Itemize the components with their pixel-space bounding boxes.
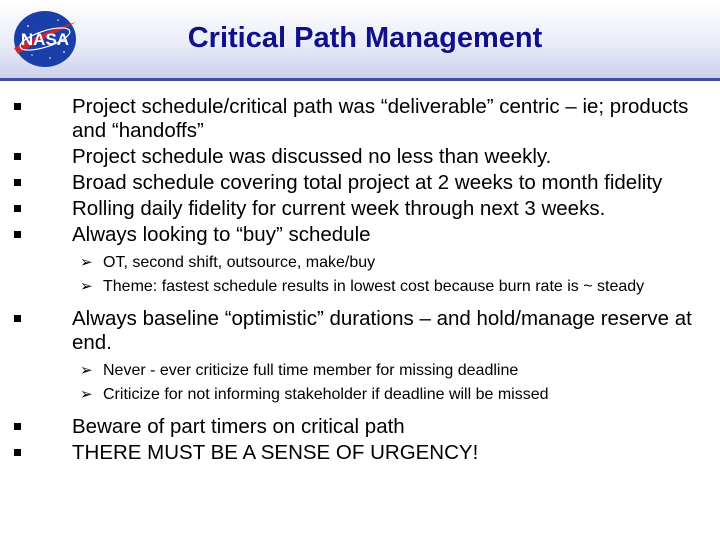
arrowhead-bullet-icon: ➢: [80, 362, 93, 379]
bullet-text: Project schedule/critical path was “deliverable” centric – ie; products and “handoffs”: [72, 95, 689, 142]
sub-bullet-text: Never - ever criticize full time member for missing deadline: [103, 362, 519, 379]
sub-bullet-item: [8, 253, 708, 273]
bullet-text: Broad schedule covering total project at 2 weeks to month fidelity: [72, 171, 663, 194]
nasa-logo-text: NASA: [20, 30, 70, 49]
square-bullet-icon: [14, 103, 21, 110]
sub-bullet-text: Theme: fastest schedule results in lowest cost because burn rate is ~ steady: [103, 278, 645, 295]
arrowhead-bullet-icon: ➢: [80, 254, 93, 271]
bullet-item: [8, 307, 708, 355]
bullet-item: [8, 95, 708, 143]
bullet-item: [8, 441, 708, 465]
square-bullet-icon: [14, 179, 21, 186]
bullet-item: [8, 415, 708, 439]
bullet-item: [8, 197, 708, 221]
square-bullet-icon: [14, 449, 21, 456]
square-bullet-icon: [14, 315, 21, 322]
slide-header: [0, 0, 720, 80]
bullet-text: Always looking to “buy” schedule: [72, 223, 371, 246]
slide-body: [8, 95, 708, 467]
bullet-item: [8, 145, 708, 169]
square-bullet-icon: [14, 205, 21, 212]
header-divider: [0, 78, 720, 81]
nasa-logo: [10, 8, 80, 70]
sub-bullet-item: [8, 277, 708, 297]
square-bullet-icon: [14, 231, 21, 238]
sub-bullet-item: [8, 385, 708, 405]
sub-bullet-text: Criticize for not informing stakeholder if deadline will be missed: [103, 386, 549, 403]
arrowhead-bullet-icon: ➢: [80, 386, 93, 403]
bullet-text: Project schedule was discussed no less than weekly.: [72, 145, 552, 168]
bullet-text: Beware of part timers on critical path: [72, 415, 405, 438]
square-bullet-icon: [14, 153, 21, 160]
bullet-text: Always baseline “optimistic” durations – and hold/manage reserve at end.: [72, 307, 692, 354]
bullet-text: Rolling daily fidelity for current week through next 3 weeks.: [72, 197, 606, 220]
sub-bullet-item: [8, 361, 708, 381]
sub-bullet-list: [8, 253, 708, 297]
bullet-item: [8, 171, 708, 195]
bullet-item: [8, 223, 708, 247]
slide-title: Critical Path Management: [187, 22, 543, 54]
arrowhead-bullet-icon: ➢: [80, 278, 93, 295]
square-bullet-icon: [14, 423, 21, 430]
sub-bullet-text: OT, second shift, outsource, make/buy: [103, 254, 376, 271]
sub-bullet-list: [8, 361, 708, 405]
bullet-text: THERE MUST BE A SENSE OF URGENCY!: [72, 441, 479, 464]
